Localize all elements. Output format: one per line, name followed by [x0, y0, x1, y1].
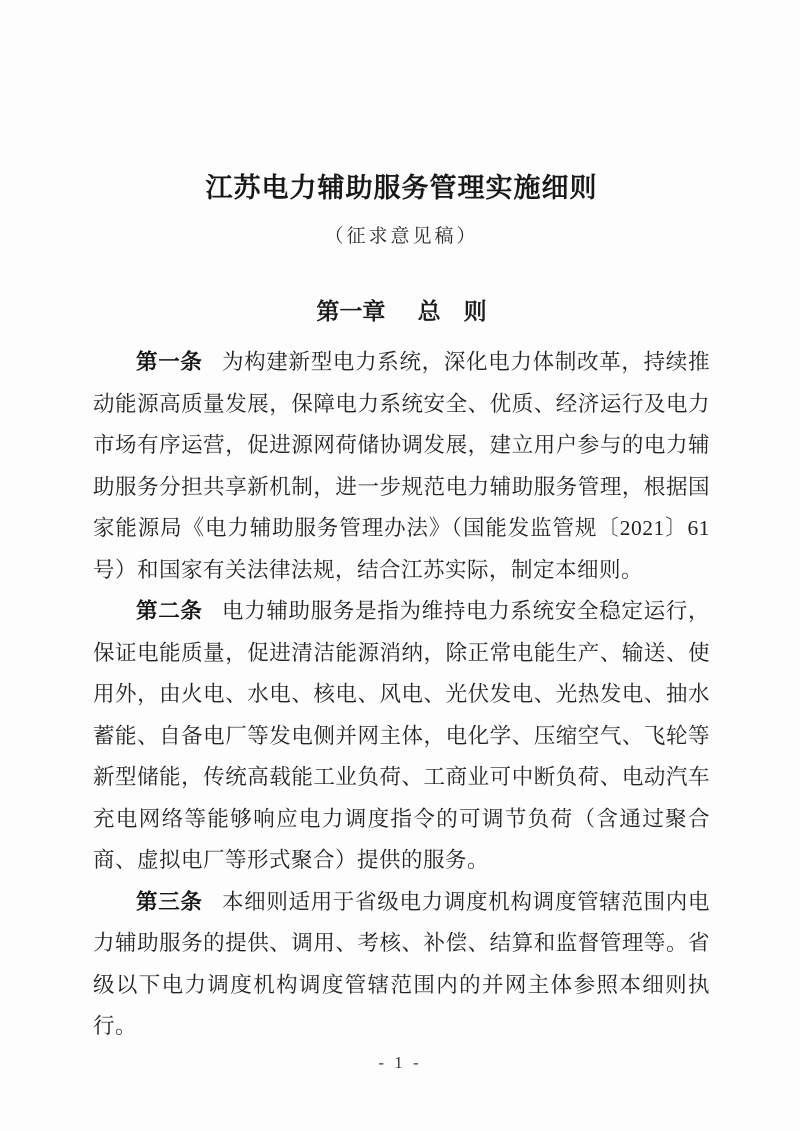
chapter-number: 第一章: [316, 299, 386, 324]
article-2-label: 第二条: [136, 599, 203, 623]
page-number: - 1 -: [378, 1053, 422, 1072]
article-1-label: 第一条: [136, 350, 203, 374]
article-3-label: 第三条: [136, 889, 203, 914]
article-3: [93, 882, 710, 1048]
article-1-text: 为构建新型电力系统，深化电力体制改革，持续推动能源高质量发展，保障电力系统安全、优质、经济运行及电力市场有序运营，促进源网荷储协调发展，建立用户参与的电力辅助服务分担共享新机制，进一步规范电力辅助服务管理，根据国家能源局《电力辅助服务管理办法》（国能发监管规〔2021〕61号）和国家有关法律法规，结合江苏实际，制定本细则。: [93, 350, 710, 582]
chapter-heading: [93, 296, 710, 328]
document-subtitle: （征求意见稿）: [324, 226, 479, 247]
article-2-text: 电力辅助服务是指为维持电力系统安全稳定运行，保证电能质量，促进清洁能源消纳，除正常电能生产、输送、使用外，由火电、水电、核电、风电、光伏发电、光热发电、抽水蓄能、自备电厂等发电侧并网主体，电化学、压缩空气、飞轮等新型储能，传统高载能工业负荷、工商业可中断负荷、电动汽车充电网络等能够响应电力调度指令的可调节负荷（含通过聚合商、虚拟电厂等形式聚合）提供的服务。: [93, 599, 710, 872]
article-2: [93, 591, 710, 882]
document-body: [93, 342, 710, 1048]
chapter-name: 总 则: [417, 299, 487, 324]
document-title: 江苏电力辅助服务管理实施细则: [205, 173, 598, 203]
article-1: [93, 342, 710, 591]
article-3-text: 本细则适用于省级电力调度机构调度管辖范围内电力辅助服务的提供、调用、考核、补偿、结算和监督管理等。省级以下电力调度机构调度管辖范围内的并网主体参照本细则执行。: [93, 889, 710, 1038]
